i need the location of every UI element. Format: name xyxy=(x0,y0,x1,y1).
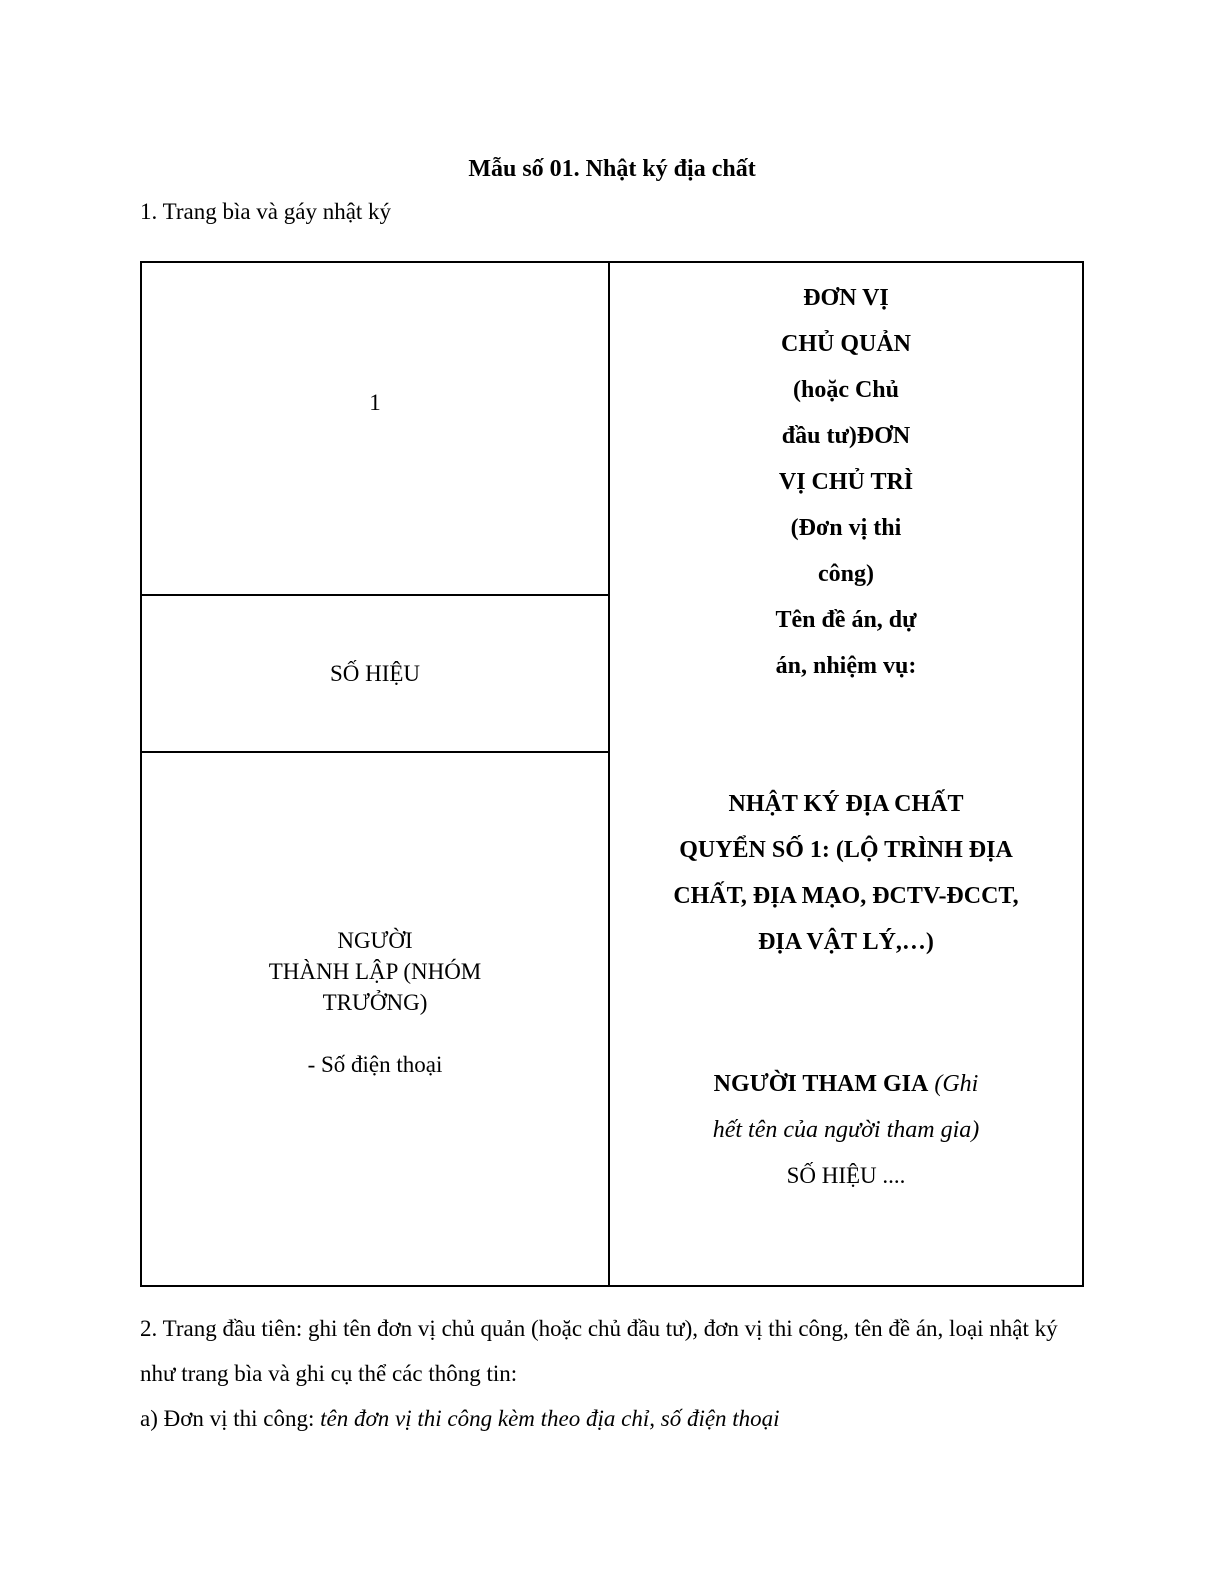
cover-project-line: án, nhiệm vụ: xyxy=(775,653,917,679)
document-title: Mẫu số 01. Nhật ký địa chất xyxy=(468,156,756,182)
spine-creator-cell xyxy=(142,753,608,1285)
spine-creator-line: TRƯỞNG) xyxy=(322,989,428,1015)
cover-and-spine-table xyxy=(140,261,1084,1287)
cover-unit-line: CHỦ QUẢN xyxy=(781,331,911,357)
participants-note-end: hết tên của người tham gia) xyxy=(712,1117,980,1143)
spine-serial-cell xyxy=(142,596,608,753)
spine-page-number: 1 xyxy=(369,389,381,415)
cover-unit-line: (Đơn vị thi xyxy=(790,515,902,541)
cover-unit-line: (hoặc Chủ xyxy=(792,377,900,403)
cover-unit-line: công) xyxy=(818,561,874,587)
cover-unit-line: VỊ CHỦ TRÌ xyxy=(778,469,914,495)
spine-creator-line: NGƯỜI xyxy=(337,927,413,953)
cover-participants-block xyxy=(610,1061,1082,1199)
participants-note-start: (Ghi xyxy=(934,1071,979,1097)
notes-section xyxy=(140,1306,1084,1441)
spine-serial-label: SỐ HIỆU xyxy=(329,660,421,686)
cover-journal-title-line: QUYỂN SỐ 1: (LỘ TRÌNH ĐỊA xyxy=(679,837,1013,863)
participants-label: NGƯỜI THAM GIA xyxy=(713,1071,929,1097)
spine-creator-line: THÀNH LẬP (NHÓM xyxy=(268,958,482,984)
section-2-paragraph: 2. Trang đầu tiên: ghi tên đơn vị chủ quản (hoặc chủ đầu tư), đơn vị thi công, tên đề án, loại nhật ký như trang bìa và ghi cụ thể các thông tin: xyxy=(140,1316,1058,1386)
item-a-paragraph xyxy=(140,1396,1084,1441)
cover-journal-title-block xyxy=(610,781,1082,965)
cover-unit-block xyxy=(610,275,1082,689)
cover-unit-line: đầu tư)ĐƠN xyxy=(781,423,911,449)
cover-journal-title-line: NHẬT KÝ ĐỊA CHẤT xyxy=(728,791,964,817)
item-a-label: a) Đơn vị thi công: xyxy=(140,1406,321,1431)
cover-unit-line: ĐƠN VỊ xyxy=(803,285,889,311)
cover-journal-title-line: ĐỊA VẬT LÝ,…) xyxy=(758,929,934,955)
cover-journal-title-line: CHẤT, ĐỊA MẠO, ĐCTV-ĐCCT, xyxy=(673,883,1019,909)
section-1-heading: 1. Trang bìa và gáy nhật ký xyxy=(140,199,392,224)
item-a-note: tên đơn vị thi công kèm theo địa chỉ, số điện thoại xyxy=(320,1406,780,1431)
cover-project-line: Tên đề án, dự xyxy=(775,607,917,633)
cover-participants-line xyxy=(610,1061,1082,1107)
spine-phone-line: - Số điện thoại xyxy=(307,1051,443,1077)
spine-column xyxy=(142,263,610,1285)
spine-page-number-cell xyxy=(142,263,608,596)
cover-serial-line: SỐ HIỆU .... xyxy=(786,1163,906,1188)
cover-column xyxy=(610,263,1082,1285)
